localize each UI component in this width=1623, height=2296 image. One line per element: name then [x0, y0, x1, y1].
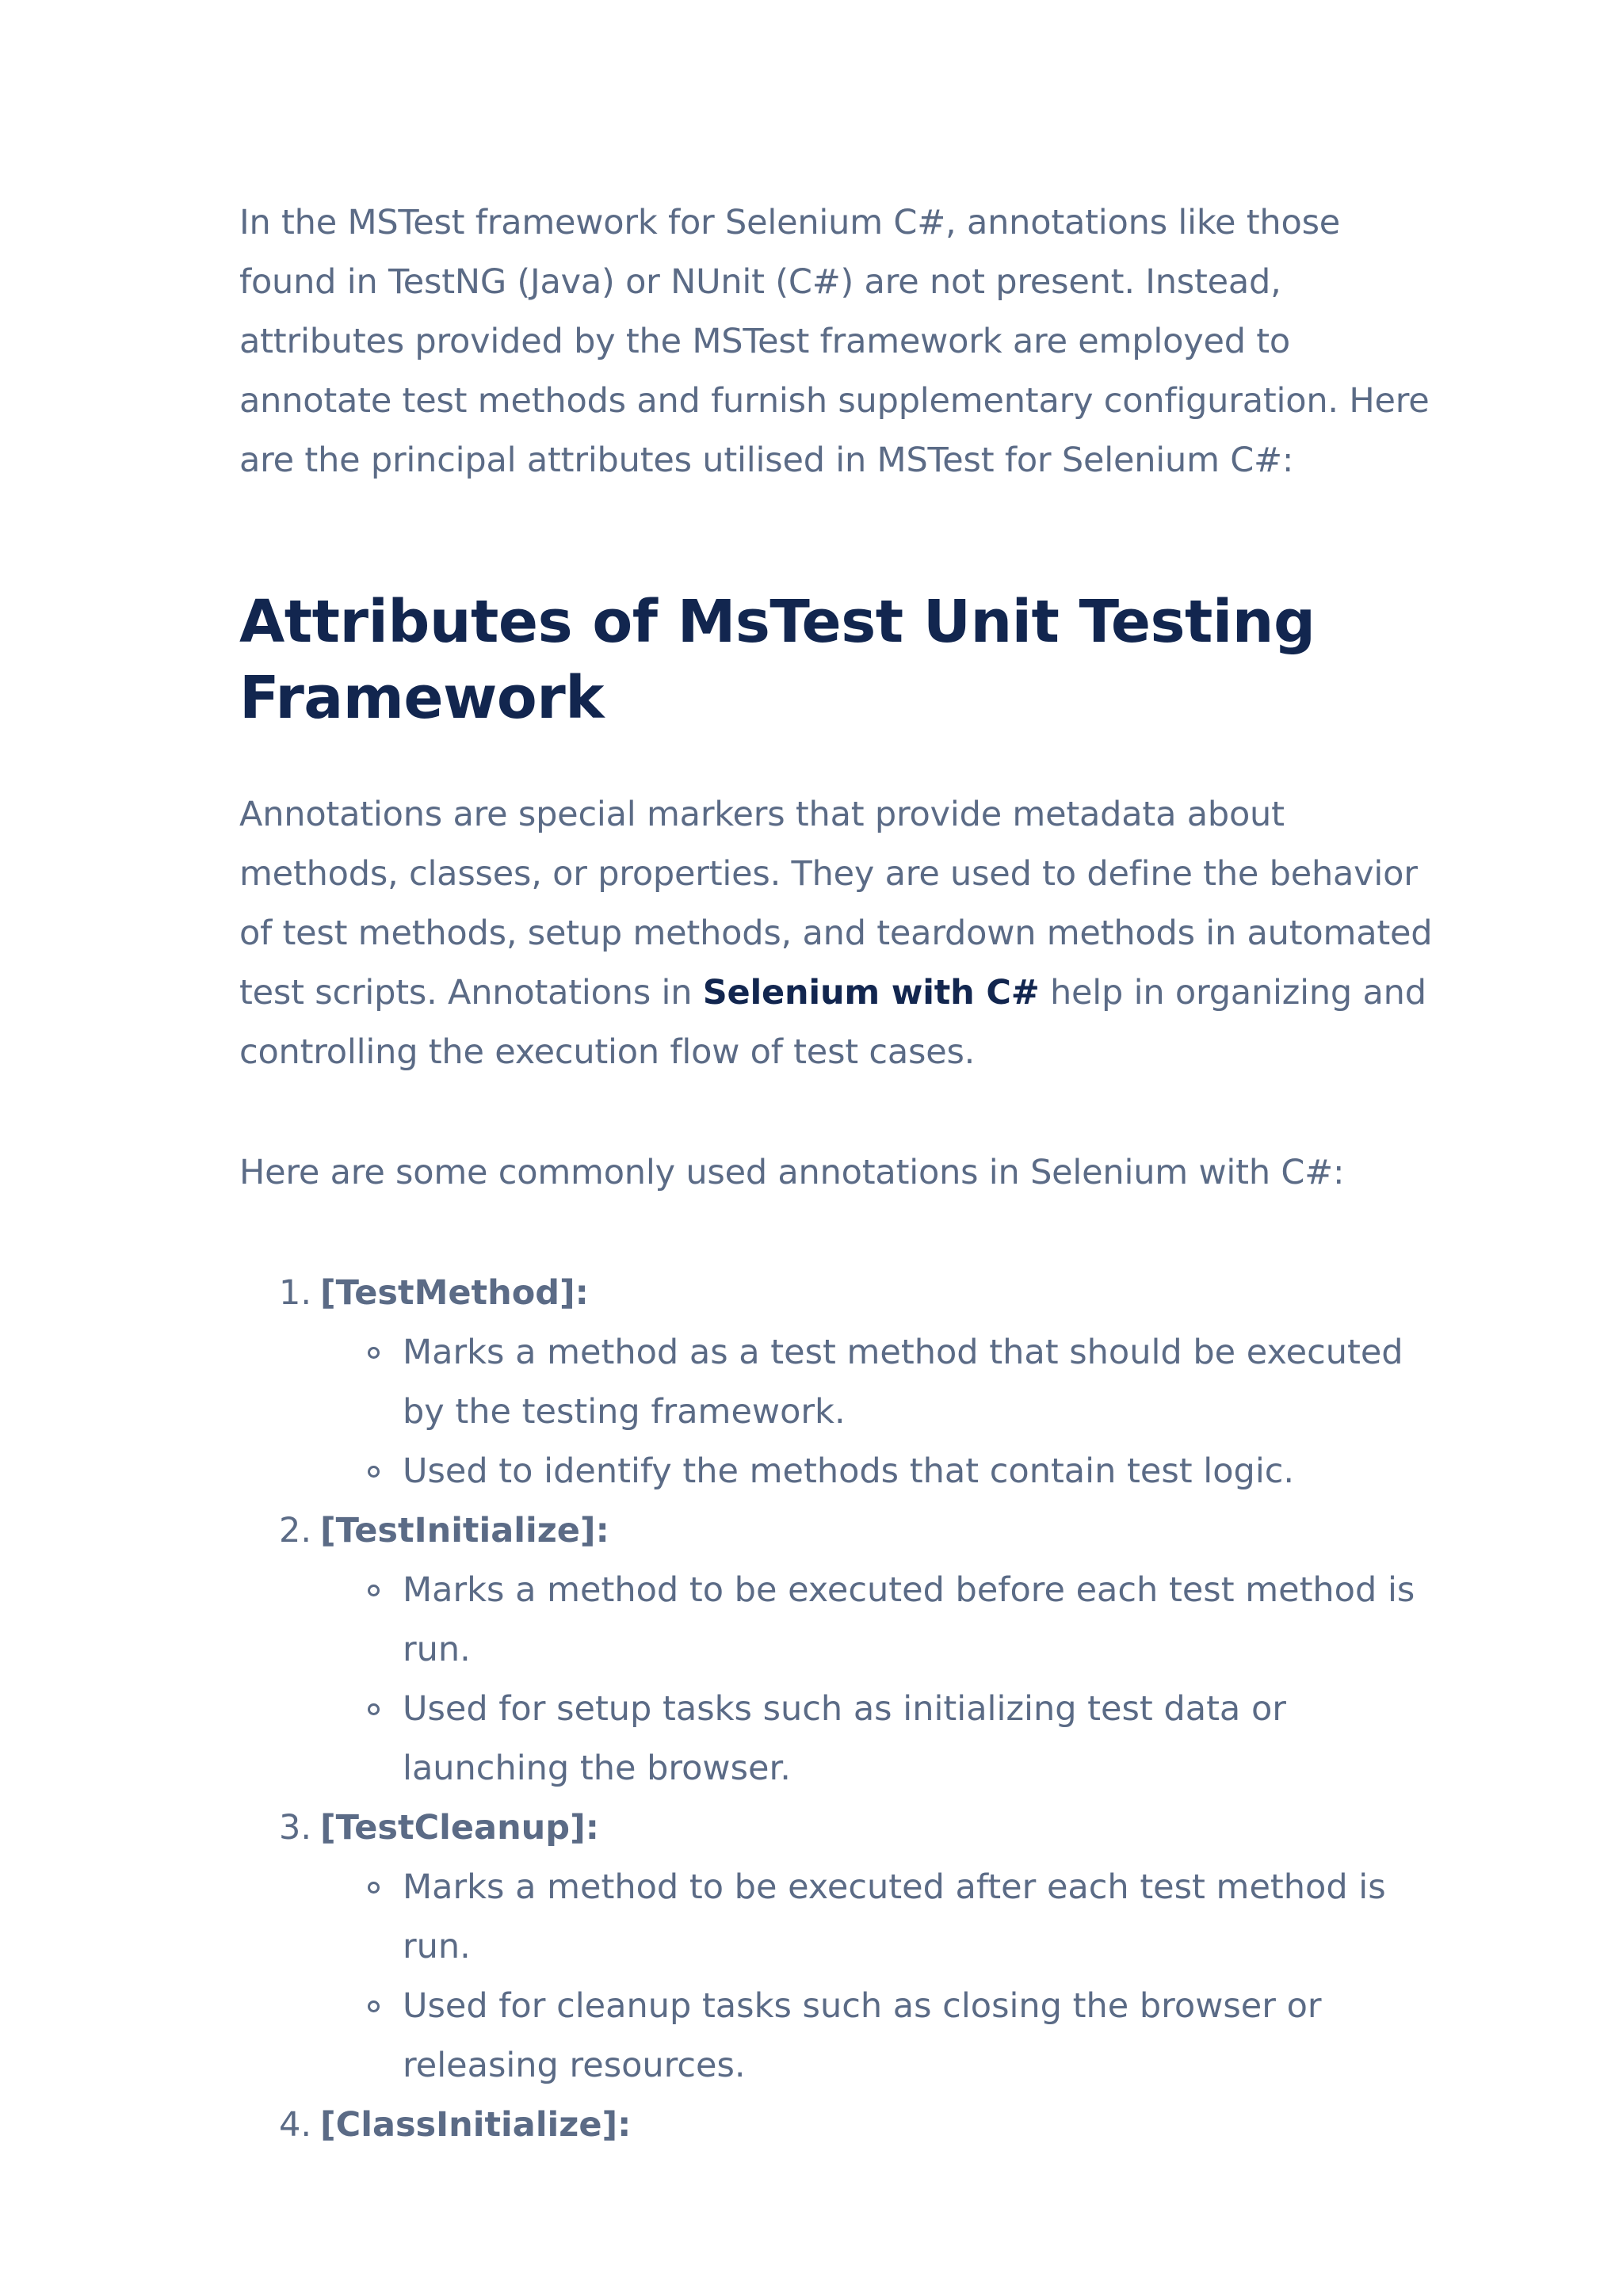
circle-bullet-icon: [368, 1347, 380, 1359]
attribute-name: [TestCleanup]:: [320, 1808, 599, 1848]
attribute-item: [239, 1264, 1441, 1501]
attributes-list: [239, 1264, 1441, 2155]
attribute-item: [239, 1798, 1441, 2096]
attribute-point: [320, 1977, 1441, 2096]
attribute-number: 2.: [279, 1511, 312, 1550]
attribute-number: 4.: [279, 2105, 312, 2145]
intro-paragraph: In the MSTest framework for Selenium C#, annotations like those found in TestNG (Java) or NUnit (C#) are not present. Instead, attributes provided by the MSTest framework are employed to annotate test methods and furnish supplementary configuration. Here are the principal attributes utilised in MSTest for Selenium C#:: [239, 203, 1430, 480]
attribute-point: [320, 1323, 1441, 1442]
attribute-point: [320, 1680, 1441, 1798]
attribute-point-text: Marks a method to be executed before each test method is run.: [403, 1570, 1415, 1669]
circle-bullet-icon: [368, 1882, 380, 1894]
attribute-point-text: Used for setup tasks such as initializing test data or launching the browser.: [403, 1689, 1286, 1788]
attribute-number: 3.: [279, 1808, 312, 1848]
circle-bullet-icon: [368, 1466, 380, 1478]
circle-bullet-icon: [368, 1703, 380, 1715]
attribute-point: [320, 1561, 1441, 1680]
attribute-points: [320, 1858, 1441, 2096]
attribute-point: [320, 1442, 1441, 1501]
attribute-number: 1.: [279, 1273, 312, 1313]
attribute-points: [320, 1323, 1441, 1501]
annotations-paragraph: [239, 785, 1441, 1082]
circle-bullet-icon: [368, 1585, 380, 1596]
attribute-point: [320, 1858, 1441, 1977]
attribute-point-text: Used to identify the methods that contain test logic.: [403, 1451, 1295, 1491]
circle-bullet-icon: [368, 2000, 380, 2012]
attribute-name: [TestInitialize]:: [320, 1511, 609, 1550]
attribute-name: [ClassInitialize]:: [320, 2105, 632, 2145]
attribute-points: [320, 1561, 1441, 1798]
annotations-text-after: help in organizing and controlling the execution flow of test cases.: [239, 973, 1426, 1072]
attribute-point-text: Marks a method as a test method that should be executed by the testing framework.: [403, 1333, 1403, 1432]
attribute-item: [239, 1501, 1441, 1798]
attribute-item: [239, 2096, 1441, 2155]
selenium-csharp-highlight: Selenium with C#: [702, 973, 1040, 1013]
annotations-text-before: Annotations are special markers that provide metadata about methods, classes, or properties. They are used to define the behavior of test methods, setup methods, and teardown methods in automated test scripts. Annotations in: [239, 795, 1433, 1013]
attribute-name: [TestMethod]:: [320, 1273, 589, 1313]
section-heading: Attributes of MsTest Unit Testing Framework: [239, 588, 1316, 732]
attribute-point-text: Used for cleanup tasks such as closing the browser or releasing resources.: [403, 1986, 1322, 2085]
list-intro: Here are some commonly used annotations in Selenium with C#:: [239, 1153, 1345, 1192]
attribute-point-text: Marks a method to be executed after each test method is run.: [403, 1867, 1386, 1966]
